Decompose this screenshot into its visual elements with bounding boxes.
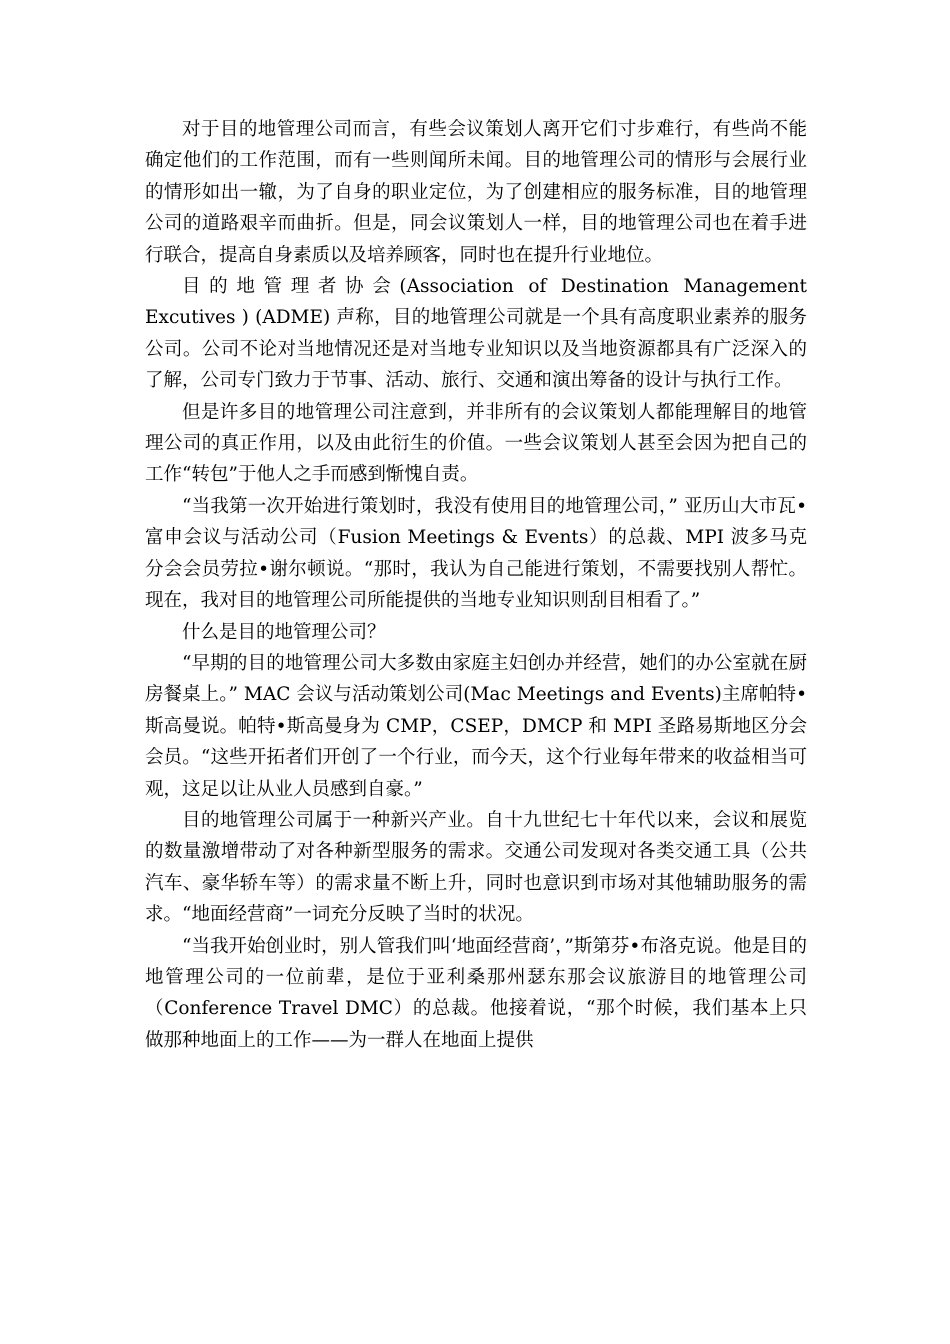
paragraph-section-question: 什么是目的地管理公司？: [182, 621, 386, 643]
paragraph-planner-misunderstanding: 但是许多目的地管理公司注意到，并非所有的会议策划人都能理解目的地管理公司的真正作用，以及由此衍生的价值。一些会议策划人甚至会因为把自己的工作“转包”于他人之手而感到惭愧自责。: [145, 401, 807, 486]
paragraph-pat-schaumann-quote: “早期的目的地管理公司大多数由家庭主妇创办并经营，她们的办公室就在厨房餐桌上。” MAC 会议与活动策划公司(Mac Meetings and Events)主席帕特•斯高曼说。帕特•斯高曼身为 CMP，CSEP，DMCP 和 MPI 圣路易斯地区分会会员。“这些开拓者们开创了一个行业，而今天，这个行业每年带来的收益相当可观，这足以让从业人员感到自豪。”: [145, 652, 807, 800]
paragraph-industry-history: 目的地管理公司属于一种新兴产业。自十九世纪七十年代以来，会议和展览的数量激增带动了对各种新型服务的需求。交通公司发现对各类交通工具（公共汽车、豪华轿车等）的需求量不断上升，同时也意识到市场对其他辅助服务的需求。“地面经营商”一词充分反映了当时的状况。: [145, 809, 807, 926]
paragraph-intro: 对于目的地管理公司而言，有些会议策划人离开它们寸步难行，有些尚不能确定他们的工作范围，而有一些则闻所未闻。目的地管理公司的情形与会展行业的情形如出一辙，为了自身的职业定位，为了创建相应的服务标准，目的地管理公司的道路艰辛而曲折。但是，同会议策划人一样，目的地管理公司也在着手进行联合，提高自身素质以及培养顾客，同时也在提升行业地位。: [145, 119, 807, 266]
document-body: [145, 114, 807, 1056]
paragraph-adme-definition: 目的地管理者协会(Association of Destination Management Excutives ) (ADME) 声称，目的地管理公司就是一个具有高度职业素养的服务公司。公司不论对当地情况还是对当地专业知识以及当地资源都具有广泛深入的了解，公司专门致力于节事、活动、旅行、交通和演出筹备的设计与执行工作。: [145, 276, 807, 392]
paragraph-stephen-block-quote: “当我开始创业时，别人管我们叫‘地面经营商’，”斯第芬•布洛克说。他是目的地管理公司的一位前辈，是位于亚利桑那州瑟东那会议旅游目的地管理公司（Conference Travel DMC）的总裁。他接着说，“那个时候，我们基本上只做那种地面上的工作——为一群人在地面上提供: [145, 935, 807, 1051]
paragraph-laura-sheldon-quote: “当我第一次开始进行策划时，我没有使用目的地管理公司，” 亚历山大市瓦•富申会议与活动公司（Fusion Meetings & Events）的总裁、MPI 波多马克分会会员劳拉•谢尔顿说。“那时，我认为自己能进行策划，不需要找别人帮忙。现在，我对目的地管理公司所能提供的当地专业知识则刮目相看了。”: [145, 495, 807, 612]
